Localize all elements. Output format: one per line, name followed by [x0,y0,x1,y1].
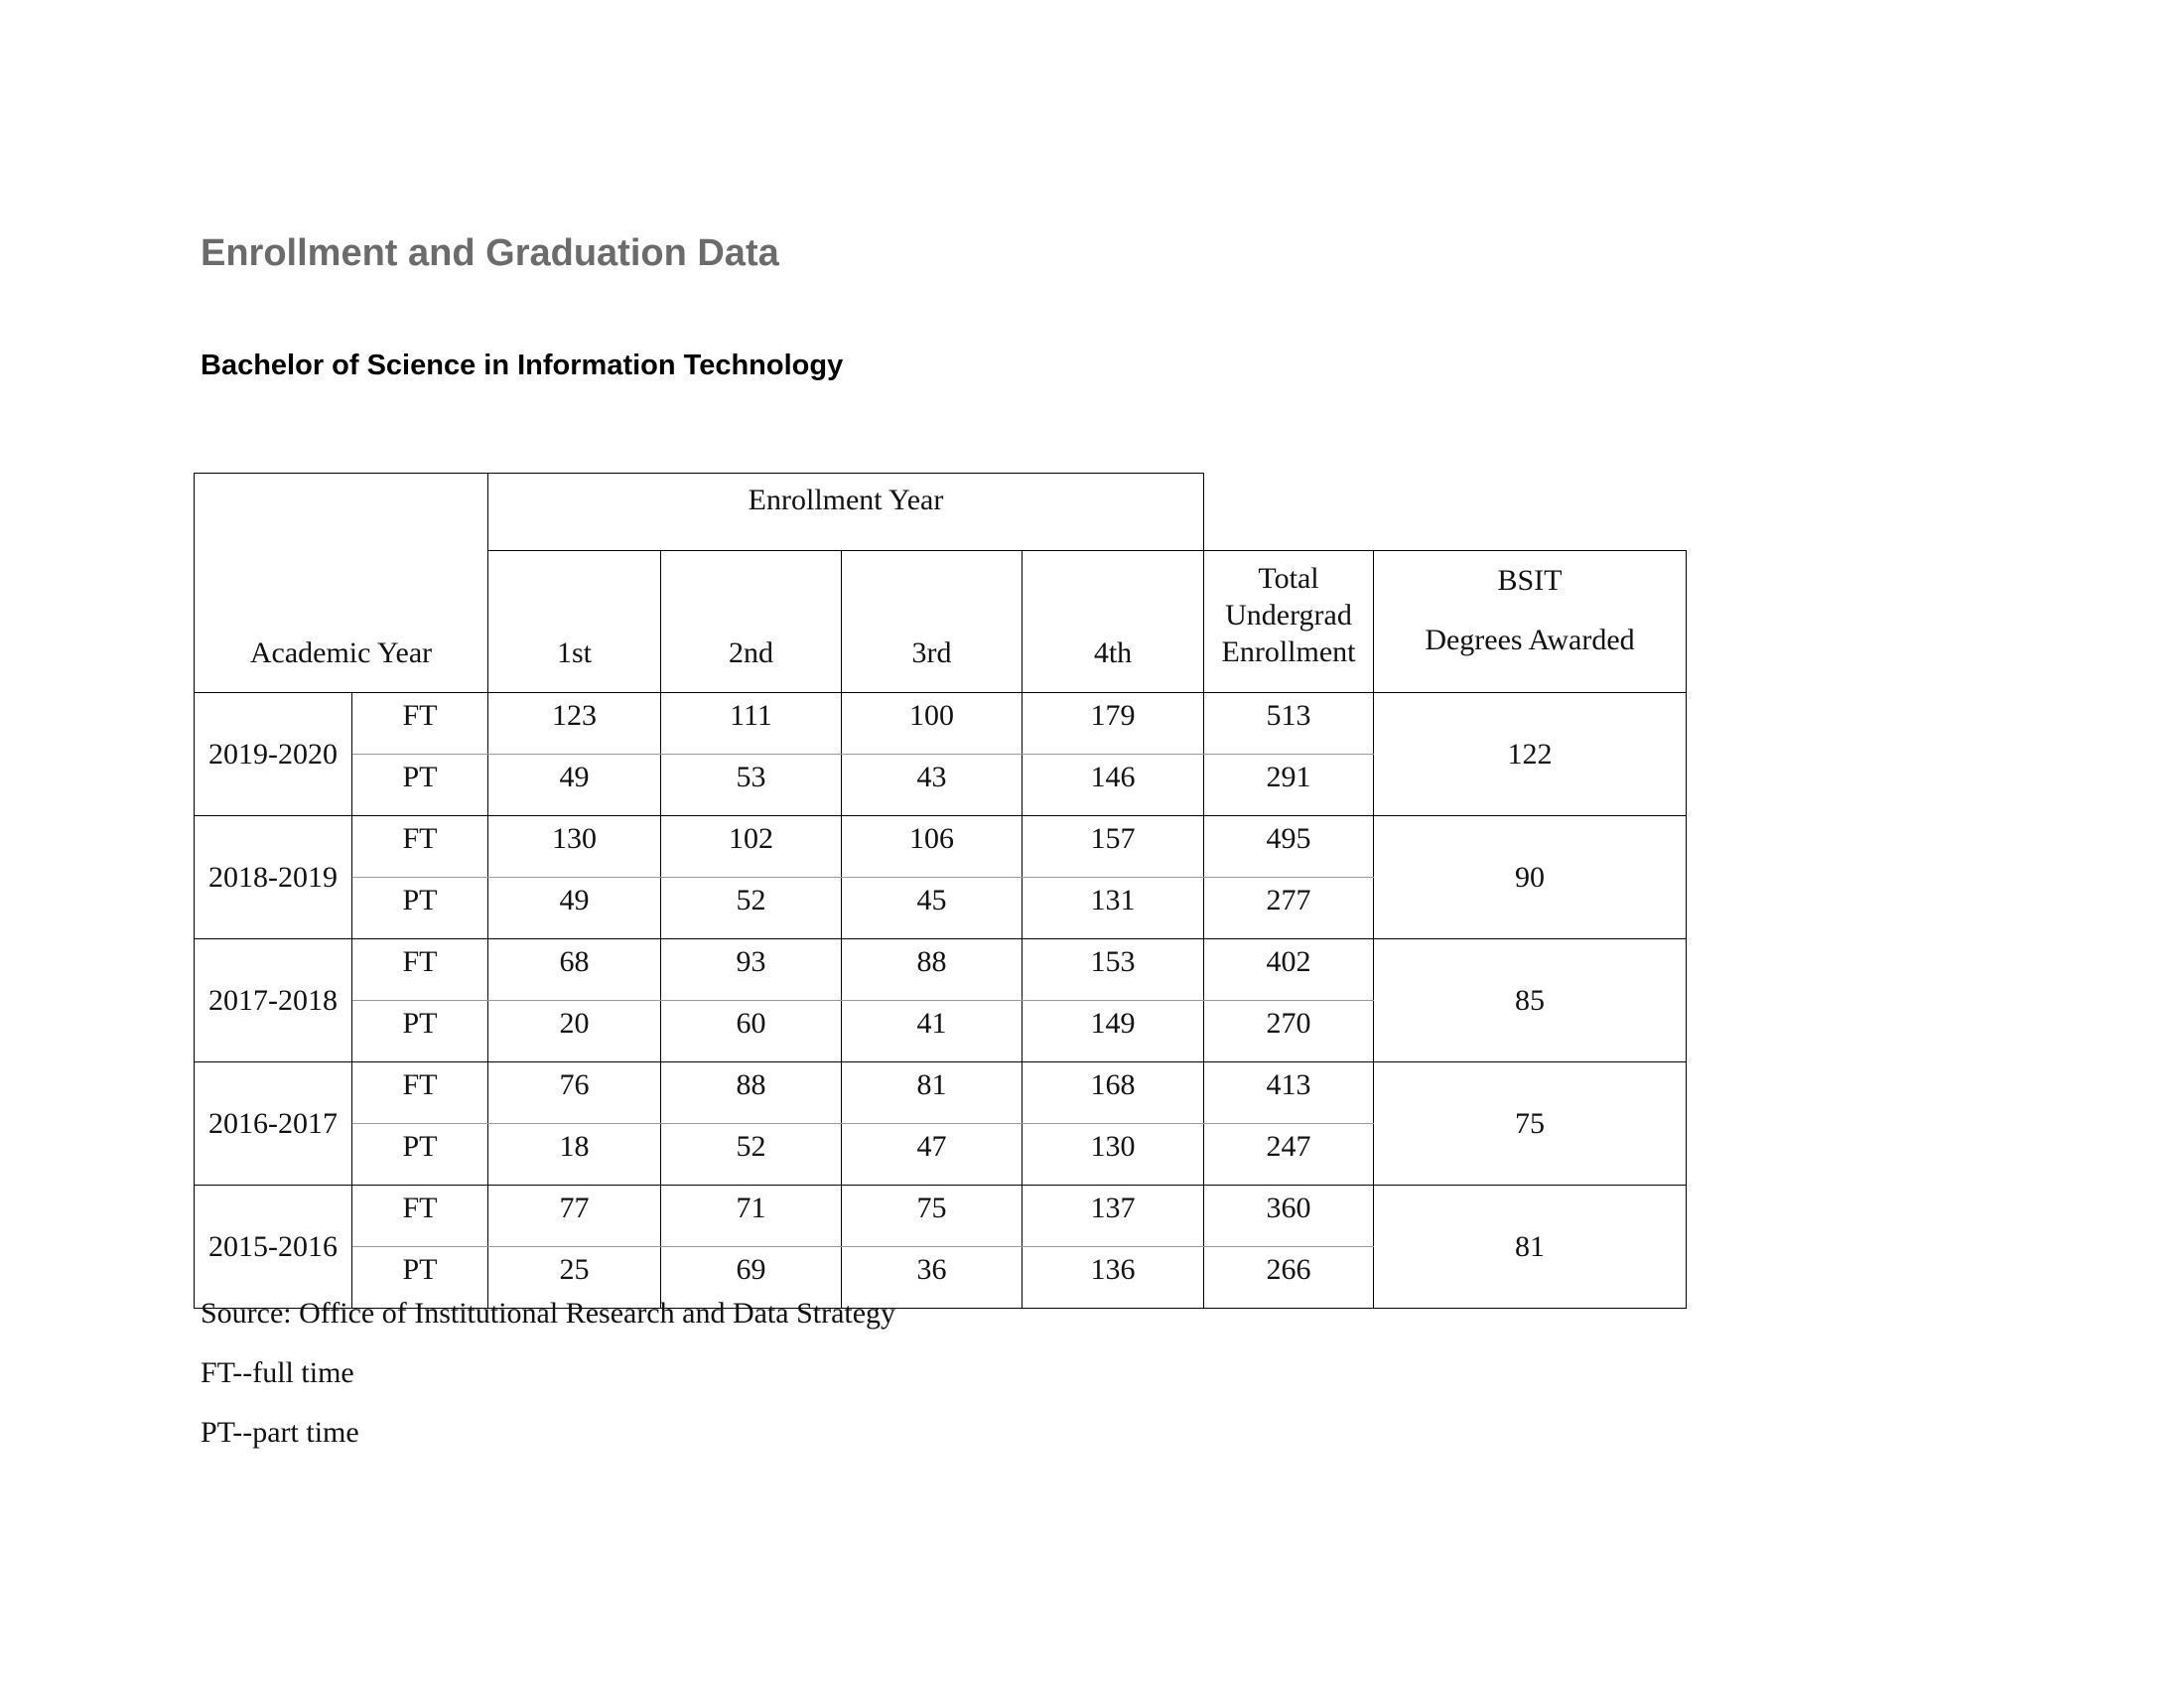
table-row [195,693,1687,755]
ft-note: FT--full time [201,1356,354,1389]
header-academic-year: Academic Year [195,474,488,693]
header-year-2nd: 2nd [661,551,842,693]
pt-label: PT [352,1247,488,1309]
value-cell: 100 [842,693,1023,755]
header-year-4th: 4th [1023,551,1204,693]
total-cell: 402 [1204,939,1374,1001]
header-total-line3: Enrollment [1221,635,1356,668]
pt-label: PT [352,1001,488,1062]
ft-label: FT [352,1186,488,1247]
academic-year-cell: 2018-2019 [195,816,352,939]
table-row [195,816,1687,878]
value-cell: 69 [661,1247,842,1309]
value-cell: 47 [842,1124,1023,1186]
total-cell: 291 [1204,755,1374,816]
page-title: Enrollment and Graduation Data [201,232,779,274]
value-cell: 76 [488,1062,661,1124]
value-cell: 88 [842,939,1023,1001]
value-cell: 77 [488,1186,661,1247]
value-cell: 53 [661,755,842,816]
value-cell: 68 [488,939,661,1001]
total-cell: 513 [1204,693,1374,755]
degrees-cell: 75 [1374,1062,1687,1186]
value-cell: 179 [1023,693,1204,755]
value-cell: 60 [661,1001,842,1062]
academic-year-cell: 2015-2016 [195,1186,352,1309]
value-cell: 45 [842,878,1023,939]
header-total-line1: Total [1258,562,1319,595]
header-year-1st: 1st [488,551,661,693]
academic-year-cell: 2016-2017 [195,1062,352,1186]
header-year-3rd: 3rd [842,551,1023,693]
academic-year-cell: 2019-2020 [195,693,352,816]
table-row [195,939,1687,1001]
total-cell: 413 [1204,1062,1374,1124]
value-cell: 25 [488,1247,661,1309]
enrollment-table [194,473,1687,1309]
value-cell: 130 [488,816,661,878]
value-cell: 149 [1023,1001,1204,1062]
value-cell: 20 [488,1001,661,1062]
value-cell: 75 [842,1186,1023,1247]
header-empty [1204,474,1687,551]
value-cell: 106 [842,816,1023,878]
page-subtitle: Bachelor of Science in Information Technology [201,350,844,381]
degrees-cell: 81 [1374,1186,1687,1309]
value-cell: 81 [842,1062,1023,1124]
header-degrees-line1: BSIT [1497,564,1563,597]
pt-note: PT--part time [201,1416,359,1449]
value-cell: 153 [1023,939,1204,1001]
header-total-line2: Undergrad [1225,599,1352,632]
value-cell: 137 [1023,1186,1204,1247]
ft-label: FT [352,816,488,878]
value-cell: 52 [661,878,842,939]
value-cell: 52 [661,1124,842,1186]
value-cell: 36 [842,1247,1023,1309]
pt-label: PT [352,1124,488,1186]
source-note: Source: Office of Institutional Research and Data Strategy [201,1297,896,1330]
value-cell: 136 [1023,1247,1204,1309]
total-cell: 270 [1204,1001,1374,1062]
degrees-cell: 85 [1374,939,1687,1062]
value-cell: 49 [488,755,661,816]
academic-year-cell: 2017-2018 [195,939,352,1062]
total-cell: 247 [1204,1124,1374,1186]
total-cell: 495 [1204,816,1374,878]
pt-label: PT [352,878,488,939]
total-cell: 266 [1204,1247,1374,1309]
table-row [195,1062,1687,1124]
header-bsit-degrees-awarded [1374,551,1687,693]
total-cell: 360 [1204,1186,1374,1247]
ft-label: FT [352,1062,488,1124]
total-cell: 277 [1204,878,1374,939]
value-cell: 102 [661,816,842,878]
value-cell: 18 [488,1124,661,1186]
ft-label: FT [352,939,488,1001]
degrees-cell: 122 [1374,693,1687,816]
value-cell: 123 [488,693,661,755]
pt-label: PT [352,755,488,816]
value-cell: 43 [842,755,1023,816]
value-cell: 41 [842,1001,1023,1062]
value-cell: 93 [661,939,842,1001]
ft-label: FT [352,693,488,755]
table-notes [201,1297,895,1476]
value-cell: 49 [488,878,661,939]
value-cell: 146 [1023,755,1204,816]
value-cell: 71 [661,1186,842,1247]
header-total-undergrad-enrollment [1204,551,1374,693]
degrees-cell: 90 [1374,816,1687,939]
value-cell: 168 [1023,1062,1204,1124]
value-cell: 131 [1023,878,1204,939]
value-cell: 111 [661,693,842,755]
value-cell: 157 [1023,816,1204,878]
header-degrees-line2: Degrees Awarded [1425,624,1635,656]
value-cell: 130 [1023,1124,1204,1186]
header-row-1 [195,474,1687,551]
value-cell: 88 [661,1062,842,1124]
header-enrollment-year: Enrollment Year [488,474,1204,551]
table-row [195,1186,1687,1247]
